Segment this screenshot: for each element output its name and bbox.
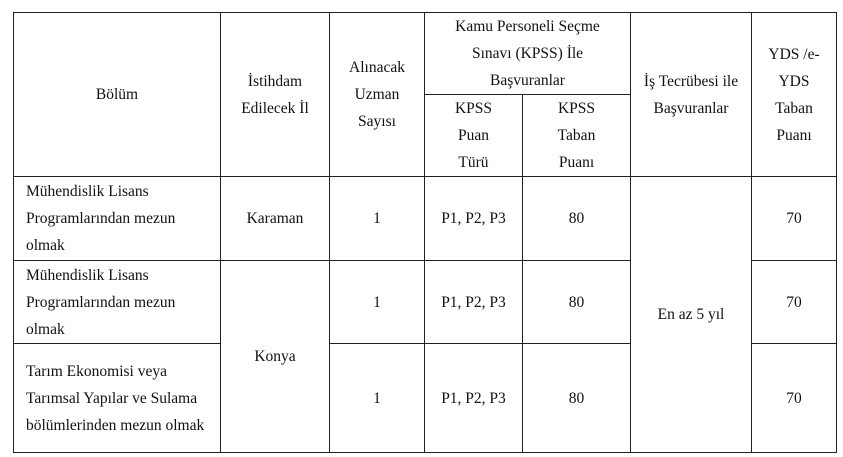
cell-bolum: Tarım Ekonomisi veya Tarımsal Yapılar ve Sulama bölümlerinden mezun olmak [14,344,221,453]
header-kpss-puan-turu: KPSS Puan Türü [425,95,523,177]
header-kpss-taban: KPSS Taban Puanı [523,95,631,177]
cell-puan-turu: P1, P2, P3 [425,344,523,453]
header-row-top [14,13,837,95]
cell-uzman: 1 [330,177,425,261]
cell-taban: 80 [523,344,631,453]
header-kpss-group: Kamu Personeli Seçme Sınavı (KPSS) İle Başvuranlar [425,13,631,95]
cell-taban: 80 [523,261,631,344]
cell-is-tecrubesi: En az 5 yıl [631,177,752,453]
header-is-tecrubesi: İş Tecrübesi ile Başvuranlar [631,13,752,177]
header-il: İstihdam Edilecek İl [221,13,330,177]
cell-uzman: 1 [330,261,425,344]
table-row [14,177,837,261]
cell-yds: 70 [752,177,837,261]
cell-yds: 70 [752,261,837,344]
header-yds: YDS /e-YDS Taban Puanı [752,13,837,177]
cell-puan-turu: P1, P2, P3 [425,177,523,261]
header-uzman-sayisi: Alınacak Uzman Sayısı [330,13,425,177]
cell-puan-turu: P1, P2, P3 [425,261,523,344]
header-bolum: Bölüm [14,13,221,177]
cell-il: Karaman [221,177,330,261]
cell-uzman: 1 [330,344,425,453]
cell-il-konya: Konya [221,261,330,453]
requirements-table [13,12,837,453]
cell-bolum: Mühendislik Lisans Programlarından mezun olmak [14,261,221,344]
cell-taban: 80 [523,177,631,261]
cell-bolum: Mühendislik Lisans Programlarından mezun olmak [14,177,221,261]
cell-yds: 70 [752,344,837,453]
